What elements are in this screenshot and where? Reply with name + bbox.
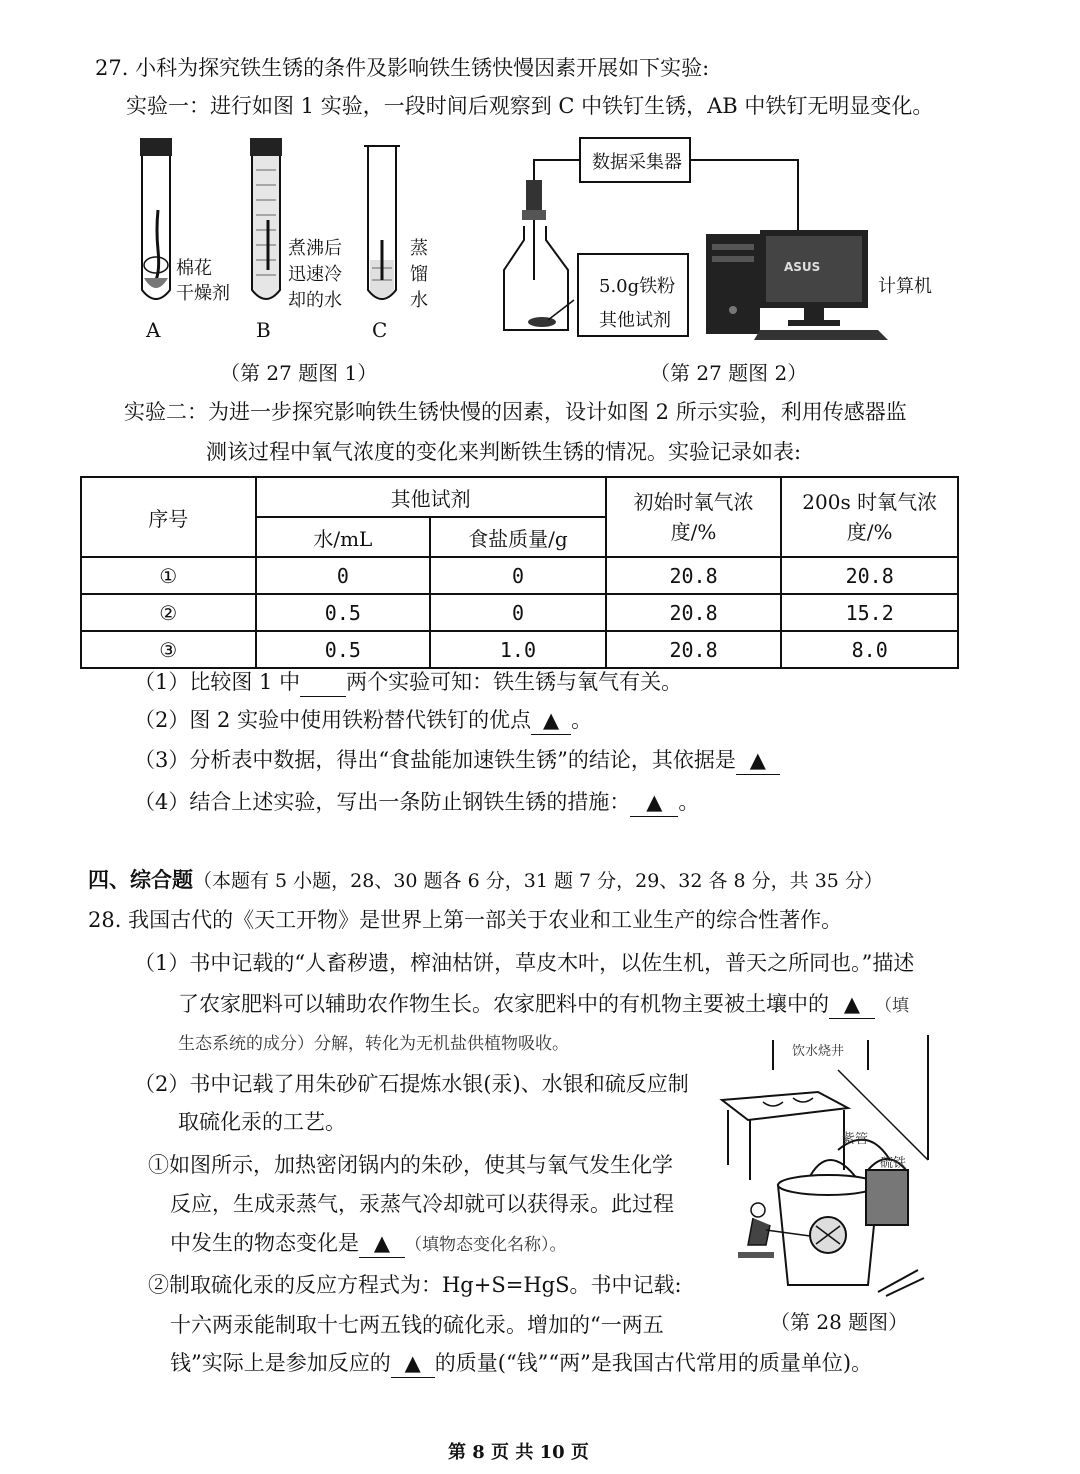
section-4-heading: 四、综合题（本题有 5 小题，28、30 题各 6 分，31 题 7 分，29、32 各 8 分，共 35 分）: [88, 867, 883, 892]
q28-p1-line2: 了农家肥料可以辅助农作物生长。农家肥料中的有机物主要被土壤中的 ▲ （填: [178, 990, 909, 1020]
q28-intro: 28. 我国古代的《天工开物》是世界上第一部关于农业和工业生产的综合性著作。: [88, 908, 843, 932]
header-water: 水/mL: [256, 517, 431, 557]
q28-c2-line1: ②制取硫化汞的反应方程式为：Hg+S=HgS。书中记载:: [148, 1273, 682, 1297]
tube-c: [364, 146, 400, 299]
q27-sub4: （4）结合上述实验，写出一条防止钢铁生锈的措施： ▲ 。: [134, 788, 699, 817]
q28-c1-line1: ①如图所示，加热密闭锅内的朱砂，使其与氧气发生化学: [148, 1153, 673, 1177]
answer-blank-4[interactable]: ▲: [630, 788, 678, 817]
monitor-brand: ASUS: [784, 260, 821, 274]
header-salt: 食盐质量/g: [430, 517, 606, 557]
data-collector-label: 数据采集器: [592, 152, 682, 173]
figure-28-label-pipe: 紫管: [842, 1132, 869, 1147]
q28-c1-line3: 中发生的物态变化是 ▲ （填物态变化名称）。: [170, 1229, 567, 1259]
q27-sub3: （3）分析表中数据，得出“食盐能加速铁生锈”的结论，其依据是 ▲: [134, 746, 780, 775]
tube-letter-b: B: [256, 318, 271, 342]
figure-1-test-tubes: [120, 130, 450, 350]
q27-exp1: 实验一：进行如图 1 实验，一段时间后观察到 C 中铁钉生锈，AB 中铁钉无明显变化。: [126, 94, 934, 118]
answer-blank-3[interactable]: ▲: [736, 746, 780, 775]
table-row: ① 0 0 20.8 20.8: [81, 557, 958, 594]
figure-28-label-basket: 硫铁: [880, 1156, 907, 1171]
table-row: ③ 0.5 1.0 20.8 8.0: [81, 631, 958, 668]
answer-blank-7[interactable]: ▲: [391, 1349, 435, 1378]
q27-sub1: （1）比较图 1 中 两个实验可知：铁生锈与氧气有关。: [134, 668, 682, 697]
experiment-table: [80, 476, 959, 669]
header-seq: 序号: [81, 477, 256, 557]
figure-1-caption: （第 27 题图 1）: [220, 361, 378, 385]
tube-a-label-desiccant: 干燥剂: [176, 283, 230, 304]
q28-p1-line1: （1）书中记载的“人畜秽遗，榨油枯饼，草皮木叶，以佐生机，普天之所同也。”描述: [134, 951, 915, 975]
header-initial-oxygen: 初始时氧气浓 度/%: [606, 477, 782, 557]
answer-blank-5[interactable]: ▲: [829, 990, 875, 1019]
q28-c2-line3: 钱”实际上是参加反应的 ▲ 的质量(“钱”“两”是我国古代常用的质量单位)。: [170, 1349, 872, 1378]
tube-a-label-cotton: 棉花: [176, 258, 212, 279]
answer-blank-6[interactable]: ▲: [359, 1229, 405, 1258]
q27-sub2: （2）图 2 实验中使用铁粉替代铁钉的优点 ▲ 。: [134, 706, 592, 735]
figure-2-sensor-setup: [498, 130, 918, 345]
q27-exp2-line2: 测该过程中氧气浓度的变化来判断铁生锈的情况。实验记录如表:: [206, 440, 802, 464]
computer-label: 计算机: [878, 276, 932, 297]
figure-2-caption: （第 27 题图 2）: [650, 361, 808, 385]
tube-b-label: 煮沸后 迅速冷 却的水: [288, 238, 342, 311]
q28-p2-line1: （2）书中记载了用朱砂矿石提炼水银(汞)、水银和硫反应制: [134, 1072, 689, 1096]
header-other-reagent: 其他试剂: [256, 477, 606, 517]
figure-28-sign: 饮水烧井: [792, 1044, 845, 1059]
q28-c2-line2: 十六两汞能制取十七两五钱的硫化汞。增加的“一两五: [170, 1313, 664, 1337]
q28-p1-line3: 生态系统的成分）分解，转化为无机盐供植物吸收。: [178, 1034, 569, 1054]
tube-b: [250, 138, 282, 299]
q27-exp2-line1: 实验二：为进一步探究影响铁生锈快慢的因素，设计如图 2 所示实验，利用传感器监: [124, 400, 907, 424]
tube-letter-a: A: [146, 318, 161, 342]
answer-blank-2[interactable]: ▲: [531, 706, 571, 735]
q28-p2-line2: 取硫化汞的工艺。: [178, 1110, 346, 1134]
table-row: ② 0.5 0 20.8 15.2: [81, 594, 958, 631]
flask-label-iron: 5.0g铁粉: [599, 276, 676, 297]
tube-a: [140, 138, 172, 299]
q28-c1-line2: 反应，生成汞蒸气，汞蒸气冷却就可以获得汞。此过程: [170, 1192, 674, 1216]
q27-intro: 27. 小科为探究铁生锈的条件及影响铁生锈快慢因素开展如下实验:: [95, 56, 710, 80]
page-footer: 第 8 页 共 10 页: [448, 1442, 589, 1463]
tube-letter-c: C: [372, 318, 388, 342]
figure-28-ancient-furnace: [718, 1030, 948, 1305]
tube-c-label: 蒸 馏 水: [410, 238, 428, 311]
header-200s-oxygen: 200s 时氧气浓 度/%: [781, 477, 958, 557]
flask-label-reagent: 其他试剂: [599, 310, 671, 331]
answer-blank-1[interactable]: [300, 668, 346, 697]
figure-28-caption: （第 28 题图）: [770, 1310, 909, 1334]
